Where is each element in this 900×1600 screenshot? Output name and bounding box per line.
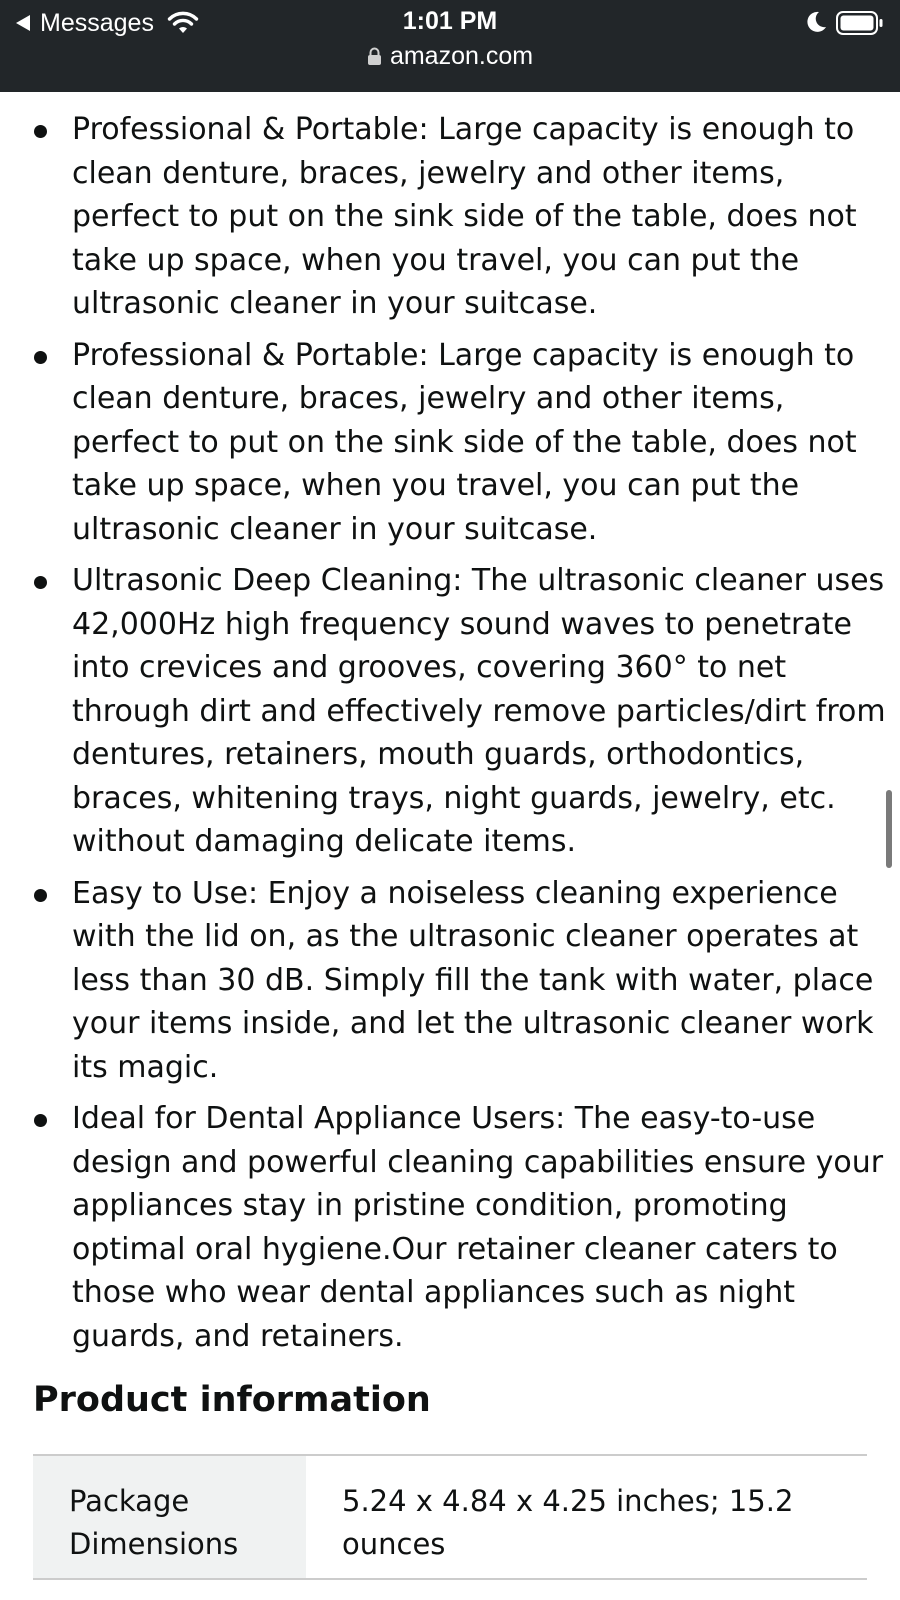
feature-bullet-text: Professional & Portable: Large capacity is enough to clean denture, braces, jewelry and other items, perfect to put on the sink side of the table, does not take up space, when you travel, you can put the ultrasonic cleaner in your suitcase.: [72, 112, 857, 321]
product-information-heading: Product information: [33, 1380, 431, 1420]
bullet-dot: [34, 1114, 47, 1127]
back-label: Messages: [40, 8, 154, 37]
clock-time: 1:01 PM: [402, 7, 498, 35]
back-to-messages-button[interactable]: [16, 8, 200, 38]
feature-bullet-list: [0, 108, 900, 1366]
bullet-dot: [34, 889, 47, 902]
feature-bullet-text: Professional & Portable: Large capacity is enough to clean denture, braces, jewelry and other items, perfect to put on the sink side of the table, does not take up space, when you travel, you can put the ultrasonic cleaner in your suitcase.: [72, 337, 857, 547]
feature-bullet-item: [0, 108, 900, 326]
battery-icon: [836, 11, 884, 35]
wifi-icon: [166, 11, 200, 35]
address-bar[interactable]: [0, 42, 900, 71]
feature-bullet-item: [0, 559, 900, 864]
product-information-table: [33, 1454, 867, 1580]
feature-bullet-item: [0, 334, 900, 552]
bullet-dot: [34, 351, 47, 364]
chevron-left-icon: [16, 15, 30, 31]
feature-bullet-text: Ultrasonic Deep Cleaning: The ultrasonic cleaner uses 42,000Hz high frequency sound waves to penetrate into crevices and grooves, covering 360° to net through dirt and effectively remove particles/dirt from dentures, retainers, mouth guards, orthodontics, braces, whitening trays, night guards, jewelry, etc. without damaging delicate items.: [72, 563, 886, 859]
moon-icon: [804, 10, 828, 34]
url-text: amazon.com: [389, 42, 534, 70]
table-row: [33, 1455, 867, 1579]
feature-bullet-text: Ideal for Dental Appliance Users: The easy-to-use design and powerful cleaning capabilities ensure your appliances stay in pristine condition, promoting optimal oral hygiene.Our retainer cleaner caters to those who wear dental appliances such as night guards, and retainers.: [72, 1101, 884, 1354]
lock-icon: [367, 47, 382, 66]
feature-bullet-item: [0, 872, 900, 1090]
feature-bullet-text: Easy to Use: Enjoy a noiseless cleaning experience with the lid on, as the ultrasonic cleaner operates at less than 30 dB. Simply fill the tank with water, place your items inside, and let the ultrasonic cleaner work its magic.: [72, 875, 874, 1085]
feature-bullet-item: [0, 1097, 900, 1358]
bullet-dot: [34, 125, 47, 138]
bullet-dot: [34, 576, 47, 589]
scroll-indicator[interactable]: [886, 790, 892, 868]
page-content[interactable]: [0, 92, 900, 1600]
table-row-value: 5.24 x 4.84 x 4.25 inches; 15.2 ounces: [306, 1455, 867, 1579]
status-bar: [0, 0, 900, 92]
table-row-label: Package Dimensions: [33, 1455, 306, 1579]
